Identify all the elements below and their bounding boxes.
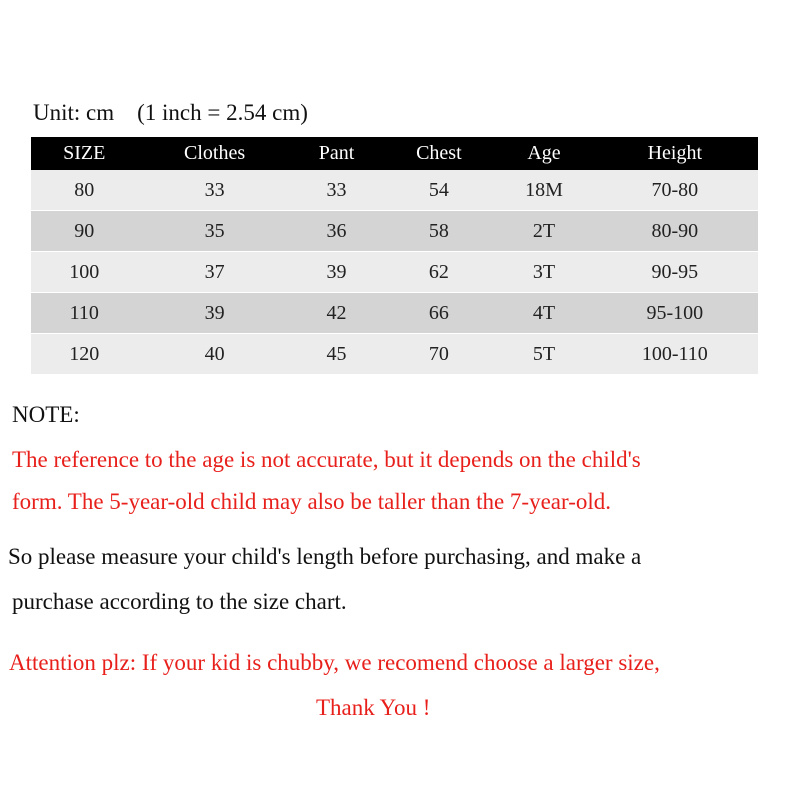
table-header-row: [31, 137, 758, 170]
cell-age: 4T: [496, 293, 591, 334]
thank-you-text: Thank You !: [316, 695, 431, 720]
header-chest: Chest: [381, 137, 496, 170]
header-clothes: Clothes: [138, 137, 292, 170]
unit-label: Unit: cm (1 inch = 2.54 cm): [33, 100, 308, 125]
cell-chest: 58: [381, 211, 496, 252]
cell-chest: 62: [381, 252, 496, 293]
table-row: [31, 170, 758, 211]
size-chart-table: [31, 137, 758, 375]
note-age-warning-line-2: form. The 5-year-old child may also be taller than the 7-year-old.: [12, 489, 611, 514]
table-row: [31, 293, 758, 334]
cell-pant: 45: [292, 334, 382, 375]
cell-age: 3T: [496, 252, 591, 293]
cell-pant: 39: [292, 252, 382, 293]
cell-clothes: 37: [138, 252, 292, 293]
cell-chest: 66: [381, 293, 496, 334]
cell-age: 18M: [496, 170, 591, 211]
note-age-warning-line-1: The reference to the age is not accurate, but it depends on the child's: [12, 447, 641, 472]
cell-size: 80: [31, 170, 138, 211]
header-pant: Pant: [292, 137, 382, 170]
cell-height: 100-110: [592, 334, 758, 375]
cell-pant: 36: [292, 211, 382, 252]
header-age: Age: [496, 137, 591, 170]
cell-size: 120: [31, 334, 138, 375]
cell-size: 90: [31, 211, 138, 252]
cell-clothes: 35: [138, 211, 292, 252]
table-row: [31, 334, 758, 375]
cell-height: 80-90: [592, 211, 758, 252]
cell-size: 100: [31, 252, 138, 293]
cell-age: 5T: [496, 334, 591, 375]
cell-clothes: 39: [138, 293, 292, 334]
cell-age: 2T: [496, 211, 591, 252]
cell-chest: 54: [381, 170, 496, 211]
cell-height: 90-95: [592, 252, 758, 293]
note-measure-line-2: purchase according to the size chart.: [12, 589, 347, 614]
cell-height: 95-100: [592, 293, 758, 334]
table-row: [31, 211, 758, 252]
table-row: [31, 252, 758, 293]
attention-note: Attention plz: If your kid is chubby, we recomend choose a larger size,: [9, 650, 660, 675]
cell-clothes: 33: [138, 170, 292, 211]
header-size: SIZE: [31, 137, 138, 170]
cell-height: 70-80: [592, 170, 758, 211]
cell-clothes: 40: [138, 334, 292, 375]
cell-pant: 42: [292, 293, 382, 334]
cell-size: 110: [31, 293, 138, 334]
cell-pant: 33: [292, 170, 382, 211]
header-height: Height: [592, 137, 758, 170]
note-heading: NOTE:: [12, 402, 80, 427]
cell-chest: 70: [381, 334, 496, 375]
note-measure-line-1: So please measure your child's length before purchasing, and make a: [8, 544, 642, 569]
